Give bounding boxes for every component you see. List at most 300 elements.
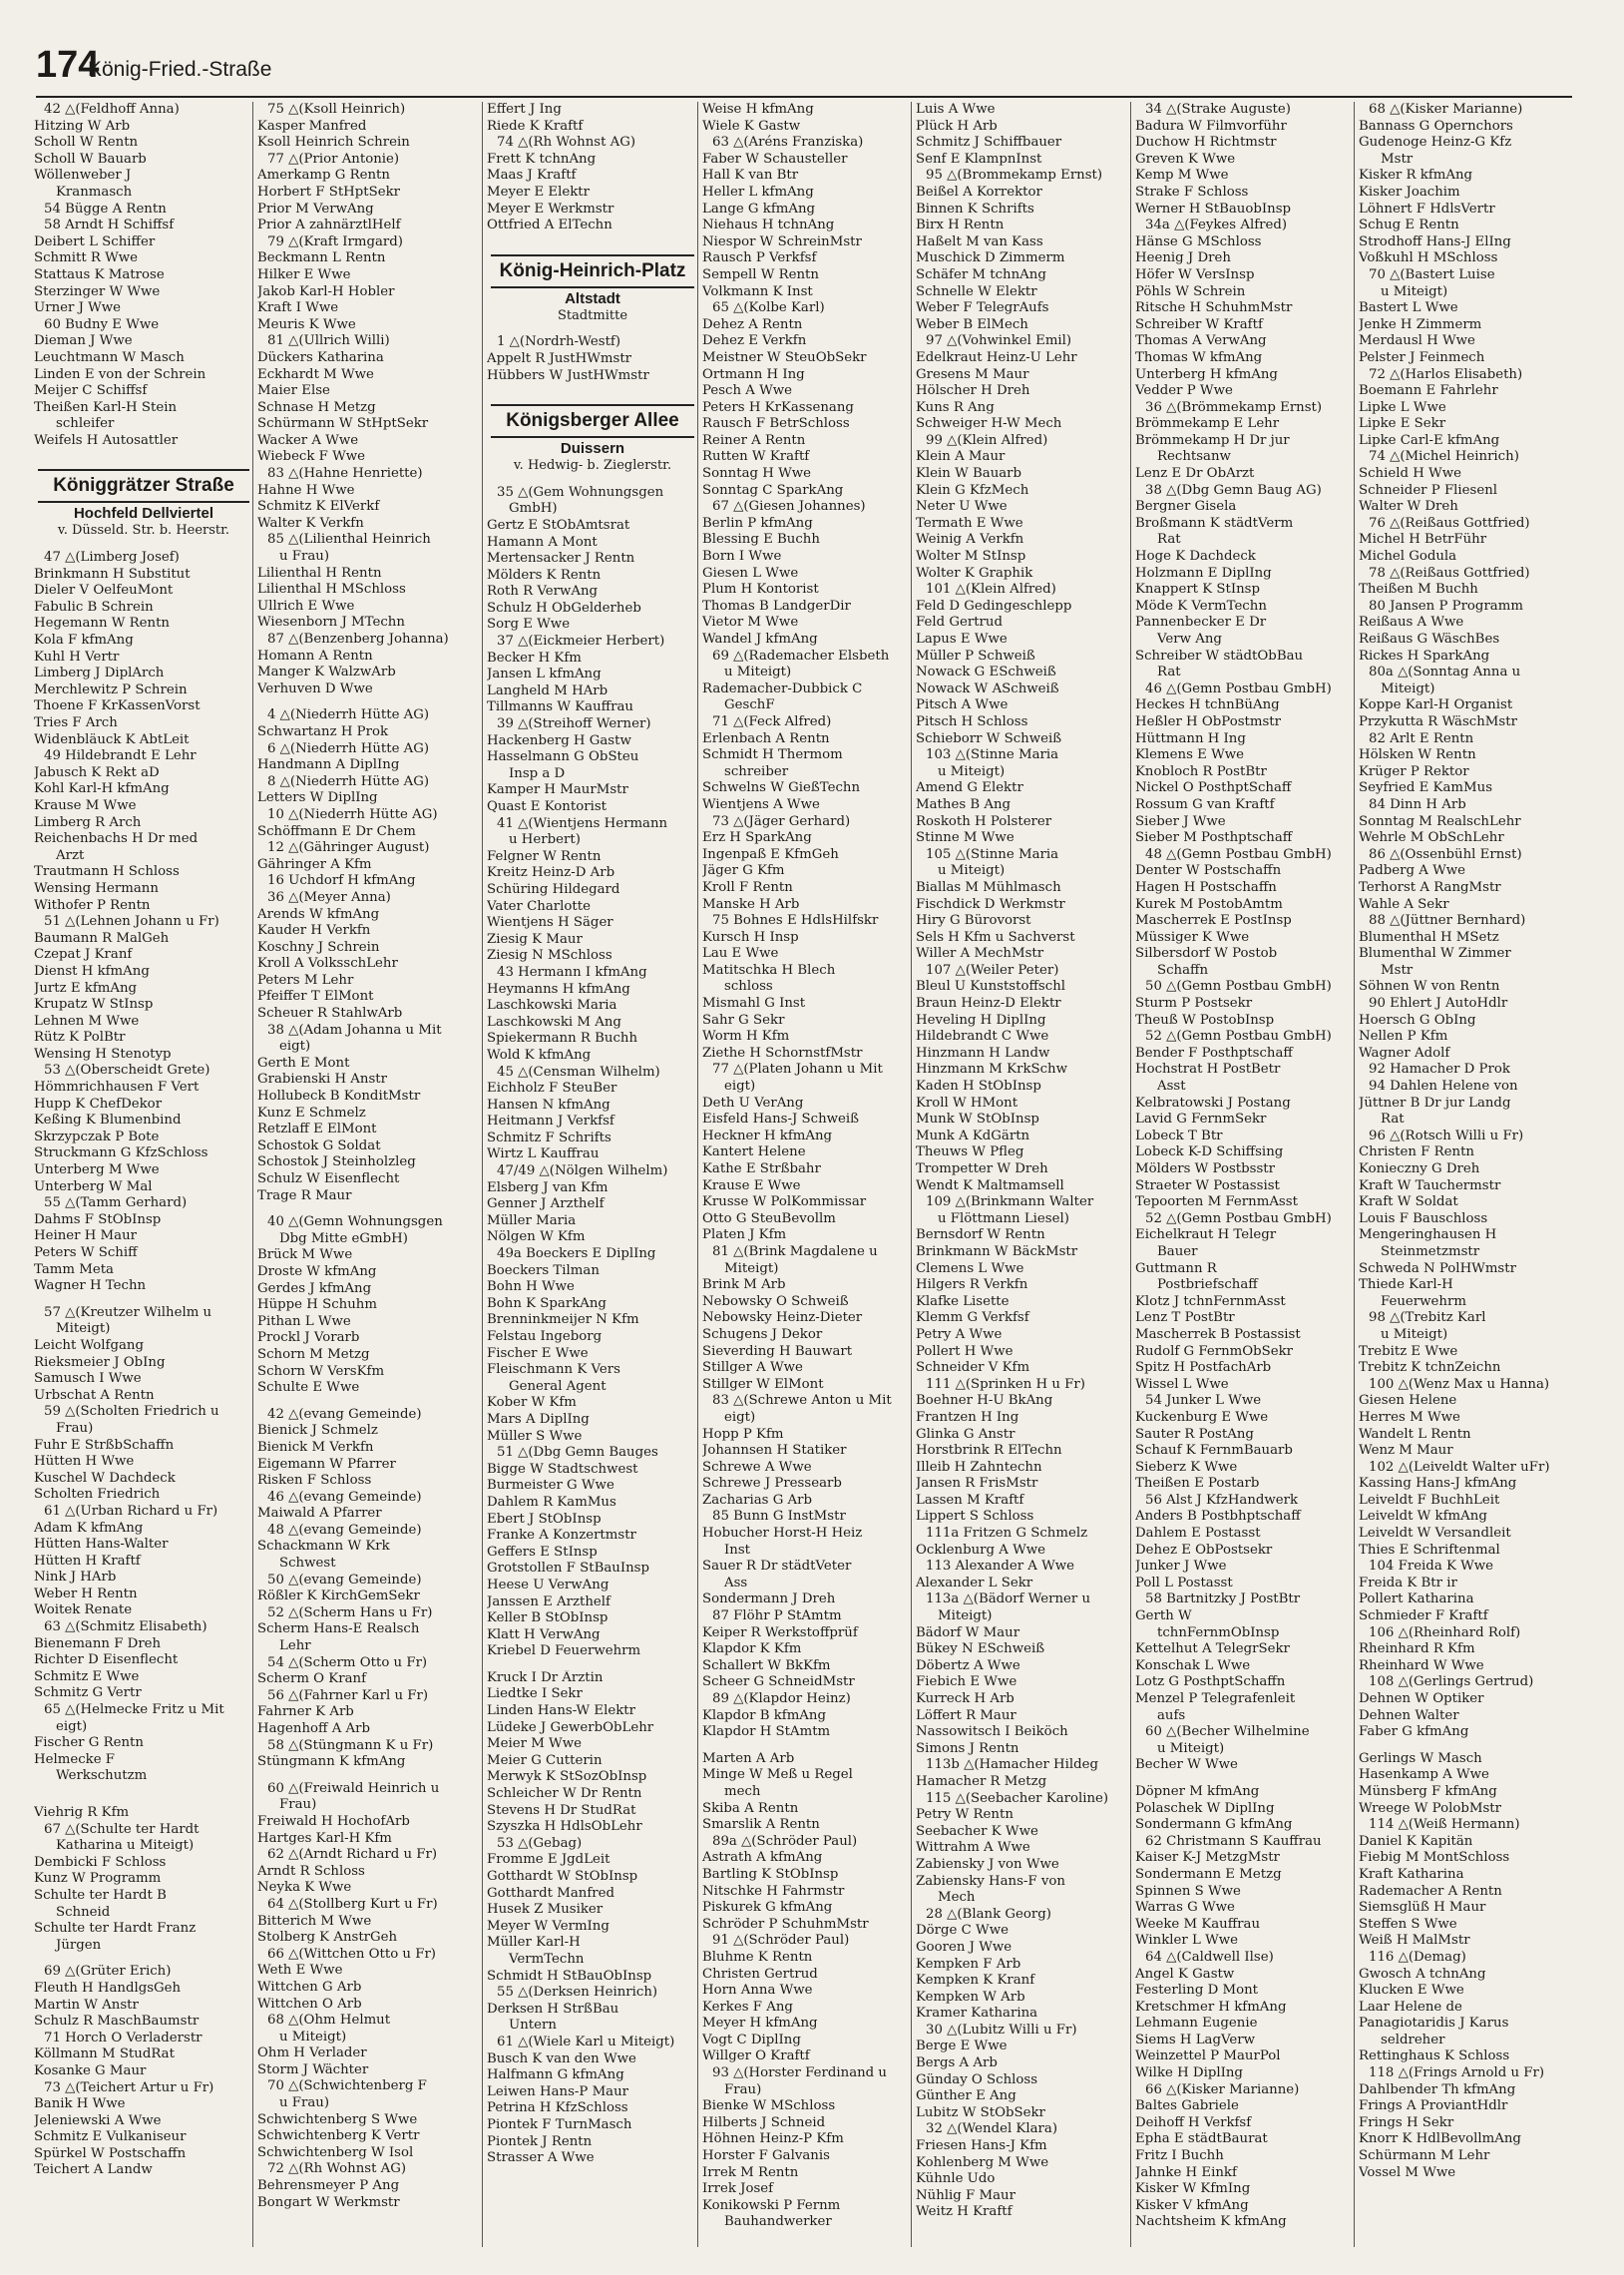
resident-entry: Bender F Posthptschaff <box>1135 1045 1293 1061</box>
resident-entry: Bigge W Stadtschwest <box>487 1461 638 1477</box>
house-entry: 74 △(Rh Wohnst AG) <box>497 135 636 151</box>
resident-entry: Bleul U Kunststoffschl <box>916 979 1066 995</box>
resident-entry: VermTechn <box>509 1951 585 1967</box>
resident-entry: Steinmetzmstr <box>1381 1243 1480 1259</box>
resident-entry: Reichenbachs H Dr med <box>34 831 199 847</box>
resident-entry: Manger K WalzwArb <box>257 665 396 681</box>
resident-entry: Wolter M StInsp <box>916 549 1026 565</box>
resident-entry: Schmidt H StBauObInsp <box>487 1968 652 1984</box>
resident-entry: Gerlings W Masch <box>1359 1750 1482 1766</box>
house-entry: 35 △(Gem Wohnungsgen <box>497 484 664 500</box>
resident-entry: Warras G Wwe <box>1135 1900 1235 1916</box>
resident-entry: eigt) <box>724 1079 756 1095</box>
house-entry: 1 △(Nordrh-Westf) <box>497 334 621 350</box>
directory-column <box>1359 102 1588 2257</box>
resident-entry: Wensing H Stenotyp <box>34 1046 172 1062</box>
resident-entry: u Miteigt) <box>724 665 792 681</box>
resident-entry: Kriebel D Feuerwehrm <box>487 1643 641 1659</box>
resident-entry: Mstr <box>1381 962 1414 978</box>
resident-entry: Seyfried E KamMus <box>1359 780 1493 796</box>
house-entry: 97 △(Vohwinkel Emil) <box>926 333 1072 349</box>
resident-entry: Matitschka H Blech <box>702 962 836 978</box>
resident-entry: Meier G Cutterin <box>487 1752 603 1768</box>
resident-entry: Gertz E StObAmtsrat <box>487 517 630 533</box>
resident-entry: Döbertz A Wwe <box>916 1657 1020 1673</box>
resident-entry: Nassowitsch I Beiköch <box>916 1724 1068 1740</box>
resident-entry: Haßelt M van Kass <box>916 233 1043 249</box>
resident-entry: Brink M Arb <box>702 1277 786 1293</box>
resident-entry: Verw Ang <box>1157 632 1222 647</box>
resident-entry: Lau E Wwe <box>702 946 779 962</box>
resident-entry: Bitterich M Wwe <box>257 1913 372 1929</box>
house-entry: 10 △(Niederrh Hütte AG) <box>267 806 438 822</box>
resident-entry: Heenig J Dreh <box>1135 250 1231 266</box>
resident-entry: Pfeiffer T ElMont <box>257 989 374 1005</box>
resident-entry: Hiry G Bürovorst <box>916 913 1031 929</box>
house-entry: 89a △(Schröder Paul) <box>712 1833 858 1849</box>
resident-entry: Hall K van Btr <box>702 168 799 184</box>
resident-entry: Scheer G SchneidMstr <box>702 1674 855 1690</box>
resident-entry: Wenz M Maur <box>1359 1443 1453 1459</box>
resident-entry: Wilke H DiplIng <box>1135 2065 1243 2081</box>
resident-entry: Klapdor K Kfm <box>702 1641 802 1657</box>
resident-entry: Halfmann G kfmAng <box>487 2067 624 2083</box>
resident-entry: Mascherrek E PostInsp <box>1135 913 1292 929</box>
resident-entry: Zabiensky Hans-F von <box>916 1873 1065 1889</box>
house-entry: 68 △(Ohm Helmut <box>267 2013 391 2029</box>
resident-entry: Wittrahm A Wwe <box>916 1840 1030 1856</box>
resident-entry: Fischer G Rentn <box>34 1735 144 1751</box>
resident-entry: Hopp P Kfm <box>702 1426 784 1442</box>
resident-entry: Ass <box>724 1575 748 1591</box>
house-entry: 51 △(Dbg Gemn Bauges <box>497 1445 658 1461</box>
resident-entry: Hütten H Kraftf <box>34 1553 141 1569</box>
resident-entry: Bergner Gisela <box>1135 499 1237 515</box>
resident-entry: Linden Hans-W Elektr <box>487 1703 635 1719</box>
resident-entry: Heiner H Maur <box>34 1228 138 1244</box>
resident-entry: Schnelle W Elektr <box>916 283 1037 299</box>
resident-entry: Brenninkmeijer N Kfm <box>487 1312 639 1328</box>
resident-entry: Müller Maria <box>487 1212 577 1228</box>
resident-entry: Baumann R MalGeh <box>34 930 170 946</box>
resident-entry: Rudolf G FernmObSekr <box>1135 1343 1294 1359</box>
resident-entry: Lüdeke J GewerbObLehr <box>487 1719 654 1735</box>
resident-entry: Panagiotaridis J Karus <box>1359 2016 1509 2032</box>
resident-entry: Boemann E Fahrlehr <box>1359 383 1498 399</box>
resident-entry: Hahne H Wwe <box>257 482 355 498</box>
resident-entry: Stillger A Wwe <box>702 1360 803 1376</box>
resident-entry: Wientjens H Säger <box>487 915 613 931</box>
resident-entry: Schauf K FernmBauarb <box>1135 1443 1293 1459</box>
house-entry: 89 △(Klapdor Heinz) <box>712 1691 851 1706</box>
resident-entry: Sieverding H Bauwart <box>702 1343 853 1359</box>
resident-entry: Urbschat A Rentn <box>34 1387 155 1403</box>
resident-entry: Willer A MechMstr <box>916 946 1044 962</box>
resident-entry: Czepat J Kranf <box>34 947 133 963</box>
resident-entry: eigt) <box>279 1039 311 1055</box>
house-entry: 73 △(Jäger Gerhard) <box>712 813 851 829</box>
resident-entry: Schmitt R Wwe <box>34 250 139 266</box>
resident-entry: Hupp K ChefDekor <box>34 1096 163 1112</box>
resident-entry: Minge W Meß u Regel <box>702 1767 853 1783</box>
resident-entry: Fleischmann K Vers <box>487 1362 620 1378</box>
resident-entry: Lubitz W StObSekr <box>916 2104 1045 2120</box>
resident-entry: Hoge K Dachdeck <box>1135 549 1256 565</box>
resident-entry: Schneid <box>56 1904 111 1920</box>
resident-entry: Knappert K StInsp <box>1135 582 1261 598</box>
house-entry: 46 △(evang Gemeinde) <box>267 1489 422 1505</box>
resident-entry: Kempken F Arb <box>916 1956 1021 1972</box>
house-entry: 100 △(Wenz Max u Hanna) <box>1369 1376 1550 1392</box>
resident-entry: Freida K Btr ir <box>1359 1575 1457 1591</box>
resident-entry: Kroll A VolksschLehr <box>257 956 398 972</box>
resident-entry: Kretschmer H kfmAng <box>1135 1999 1287 2015</box>
resident-entry: Bernsdorf W Rentn <box>916 1227 1045 1243</box>
resident-entry: Zabiensky J von Wwe <box>916 1856 1059 1872</box>
resident-entry: Weth E Wwe <box>257 1963 343 1979</box>
resident-entry: Friesen Hans-J Kfm <box>916 2138 1047 2154</box>
resident-entry: u Miteigt) <box>1381 283 1448 299</box>
resident-entry: Kunz E Schmelz <box>257 1105 366 1121</box>
resident-entry: Theißen M Buchh <box>1359 582 1478 598</box>
house-entry: 113b △(Hamacher Hildeg <box>926 1757 1099 1773</box>
resident-entry: Hamann A Mont <box>487 534 598 550</box>
resident-entry: Widenbläuck K AbtLeit <box>34 731 190 747</box>
resident-entry: Jüttner B Dr jur Landg <box>1359 1095 1511 1111</box>
resident-entry: Frantzen H Ing <box>916 1409 1019 1425</box>
resident-entry: Boehner H-U BkAng <box>916 1393 1053 1409</box>
resident-entry: Kursch H Insp <box>702 929 799 945</box>
resident-entry: Walter K Verkfn <box>257 515 364 531</box>
resident-entry: Peters W Schiff <box>34 1245 138 1260</box>
house-entry: 116 △(Demag) <box>1369 1949 1466 1965</box>
district-name: Hochfeld Dellviertel <box>73 505 214 523</box>
resident-entry: Astrath A kfmAng <box>702 1850 823 1866</box>
resident-entry: Ocklenburg A Wwe <box>916 1542 1046 1558</box>
house-entry: 75 △(Ksoll Heinrich) <box>267 102 406 117</box>
resident-entry: Thoene F KrKassenVorst <box>34 698 201 714</box>
resident-entry: Miteigt) <box>938 1608 993 1624</box>
house-entry: 111 △(Sprinken H u Fr) <box>926 1376 1085 1392</box>
column-divider <box>697 102 698 2247</box>
resident-entry: Giesen Helene <box>1359 1393 1457 1409</box>
resident-entry: Faber W Schausteller <box>702 151 848 167</box>
resident-entry: Leiveldt W Versandleit <box>1359 1526 1511 1542</box>
resident-entry: Löhnert F HdlsVertr <box>1359 201 1495 217</box>
resident-entry: Richter D Eisenflecht <box>34 1652 179 1668</box>
house-entry: 51 △(Lehnen Johann u Fr) <box>44 914 219 930</box>
resident-entry: Bükey N ESchweiß <box>916 1641 1045 1657</box>
resident-entry: Müller P Schweiß <box>916 648 1035 664</box>
resident-entry: Münsberg F kfmAng <box>1359 1783 1497 1799</box>
resident-entry: Mars A DiplIng <box>487 1411 590 1427</box>
resident-entry: Horbert F StHptSekr <box>257 184 401 200</box>
house-entry: 63 △(Schmitz Elisabeth) <box>44 1619 207 1635</box>
resident-entry: Schwichtenberg W Isol <box>257 2144 414 2160</box>
resident-entry: Polaschek W DiplIng <box>1135 1800 1275 1816</box>
house-entry: 12 △(Gähringer August) <box>267 840 430 856</box>
resident-entry: Leiveldt F BuchhLeit <box>1359 1492 1500 1508</box>
resident-entry: Sturm P Postsekr <box>1135 996 1253 1012</box>
resident-entry: Kuhl H Vertr <box>34 649 120 665</box>
house-entry: 118 △(Frings Arnold u Fr) <box>1369 2065 1545 2081</box>
resident-entry: Wold K kfmAng <box>487 1047 592 1063</box>
resident-entry: Vossel M Wwe <box>1359 2164 1456 2180</box>
resident-entry: Unterberg H kfmAng <box>1135 366 1278 382</box>
resident-entry: Hänse G MSchloss <box>1135 233 1262 249</box>
resident-entry: Daniel K Kapitän <box>1359 1833 1473 1849</box>
resident-entry: Muschick D Zimmerm <box>916 250 1065 266</box>
resident-entry: Hamacher R Metzg <box>916 1773 1047 1789</box>
house-entry: 99 △(Klein Alfred) <box>926 432 1048 448</box>
resident-entry: Hobucher Horst-H Heiz <box>702 1526 863 1542</box>
resident-entry: Anders B Postbhptschaff <box>1135 1509 1301 1525</box>
resident-entry: Klafke Lisette <box>916 1293 1010 1309</box>
resident-entry: Neter U Wwe <box>916 499 1008 515</box>
house-entry: 108 △(Gerlings Gertrud) <box>1369 1674 1534 1690</box>
house-entry: 66 △(Kisker Marianne) <box>1145 2081 1300 2097</box>
resident-entry: Piontek J Rentn <box>487 2133 593 2149</box>
house-entry: 91 △(Schröder Paul) <box>712 1933 850 1949</box>
resident-entry: Deihoff H Verkfsf <box>1135 2114 1252 2130</box>
resident-entry: u Flöttmann Liesel) <box>938 1210 1069 1226</box>
resident-entry: Rutten W Kraftf <box>702 449 810 465</box>
resident-entry: Sels H Kfm u Sachverst <box>916 929 1075 945</box>
resident-entry: Rheinhard W Wwe <box>1359 1657 1484 1673</box>
house-entry: 34a △(Feykes Alfred) <box>1145 218 1288 233</box>
resident-entry: General Agent <box>509 1378 607 1394</box>
house-entry: 96 △(Rotsch Willi u Fr) <box>1369 1128 1524 1143</box>
resident-entry: Maiwald A Pfarrer <box>257 1506 382 1522</box>
resident-entry: Klapdor B kfmAng <box>702 1707 826 1723</box>
resident-entry: Ebert J StObInsp <box>487 1511 602 1527</box>
resident-entry: Gähringer A Kfm <box>257 856 372 872</box>
resident-entry: Bienick M Verkfn <box>257 1439 374 1455</box>
resident-entry: Plum H Kontorist <box>702 582 819 598</box>
resident-entry: Eckhardt M Wwe <box>257 366 374 382</box>
resident-entry: Pöhls W Schrein <box>1135 283 1246 299</box>
resident-entry: Frau) <box>724 2081 762 2097</box>
resident-entry: Festerling D Mont <box>1135 1983 1258 1999</box>
resident-entry: Boeckers Tilman <box>487 1262 600 1278</box>
resident-entry: Limberg R Arch <box>34 814 142 830</box>
resident-entry: Hölsken W Rentn <box>1359 747 1476 763</box>
street-heading: König-Heinrich-Platz <box>491 254 694 288</box>
resident-entry: Pesch A Wwe <box>702 383 793 399</box>
resident-entry: Arzt <box>56 847 85 863</box>
resident-entry: Lehr <box>279 1638 311 1654</box>
resident-entry: Rademacher A Rentn <box>1359 1883 1502 1899</box>
resident-entry: Eichholz F SteuBer <box>487 1081 617 1097</box>
directory-column <box>257 102 483 2257</box>
resident-entry: Jahnke H Einkf <box>1135 2164 1237 2180</box>
resident-entry: Storm J Wächter <box>257 2061 369 2077</box>
resident-entry: Dahlbender Th kfmAng <box>1359 2081 1516 2097</box>
resident-entry: Dörge C Wwe <box>916 1923 1009 1939</box>
resident-entry: Schulz W Eisenflecht <box>257 1171 400 1186</box>
resident-entry: Jürgen <box>56 1937 102 1953</box>
resident-entry: Husek Z Musiker <box>487 1902 604 1918</box>
house-entry: 43 Hermann I kfmAng <box>497 964 647 980</box>
resident-entry: Leicht Wolfgang <box>34 1337 144 1353</box>
resident-entry: u Miteigt) <box>279 2029 347 2045</box>
resident-entry: Wagner H Techn <box>34 1278 147 1294</box>
house-entry: 52 △(Gemn Postbau GmbH) <box>1145 1029 1332 1045</box>
resident-entry: Untern <box>509 2018 557 2034</box>
resident-entry: Höhnen Heinz-P Kfm <box>702 2131 844 2147</box>
resident-entry: Bannass G Opernchors <box>1359 118 1513 134</box>
resident-entry: Appelt R JustHWmstr <box>487 350 632 366</box>
resident-entry: Nachtsheim K kfmAng <box>1135 2214 1287 2230</box>
resident-entry: Hinzmann H Landw <box>916 1045 1050 1061</box>
house-entry: 84 Dinn H Arb <box>1369 796 1466 812</box>
resident-entry: Leiveldt W kfmAng <box>1359 1509 1487 1525</box>
resident-entry: Rat <box>1157 665 1181 681</box>
resident-entry: Woitek Renate <box>34 1602 133 1618</box>
resident-entry: Silbersdorf W Postob <box>1135 946 1278 962</box>
house-entry: 78 △(Reißaus Gottfried) <box>1369 565 1530 581</box>
resident-entry: Blumenthal W Zimmer <box>1359 946 1511 962</box>
house-entry: 41 △(Wientjens Hermann <box>497 815 668 831</box>
resident-entry: u Miteigt) <box>938 763 1006 779</box>
street-heading: Königsberger Allee <box>491 404 694 438</box>
house-entry: 81 △(Ullrich Willi) <box>267 333 390 349</box>
house-entry: 47/49 △(Nölgen Wilhelm) <box>497 1163 668 1179</box>
resident-entry: Behrensmeyer P Ang <box>257 2178 400 2194</box>
resident-entry: Horster F Galvanis <box>702 2148 830 2164</box>
spacer <box>34 540 253 550</box>
house-entry: 75 Bohnes E HdlsHilfskr <box>712 913 879 929</box>
resident-entry: Niehaus H tchnAng <box>702 218 835 233</box>
resident-entry: Platen J Kfm <box>702 1227 787 1243</box>
resident-entry: Kamper H MaurMstr <box>487 782 628 798</box>
resident-entry: Gooren J Wwe <box>916 1939 1013 1955</box>
resident-entry: Frau) <box>56 1420 94 1436</box>
resident-entry: Kunz W Programm <box>34 1871 162 1887</box>
resident-entry: Kreitz Heinz-D Arb <box>487 865 615 881</box>
resident-entry: Szyszka H HdlsObLehr <box>487 1819 642 1835</box>
resident-entry: Günther E Ang <box>916 2088 1016 2104</box>
resident-entry: Frau) <box>279 1797 317 1813</box>
resident-entry: Rieksmeier J ObIng <box>34 1354 166 1370</box>
house-entry: 36 △(Meyer Anna) <box>267 889 391 905</box>
resident-entry: Thomas W kfmAng <box>1135 349 1263 365</box>
resident-entry: Schröder P SchuhmMstr <box>702 1916 869 1932</box>
house-entry: 103 △(Stinne Maria <box>926 747 1059 763</box>
resident-entry: Birx H Rentn <box>916 218 1005 233</box>
house-entry: 55 △(Tamm Gerhard) <box>44 1195 188 1211</box>
resident-entry: Riede K Kraftf <box>487 118 584 134</box>
resident-entry: Insp a D <box>509 765 566 781</box>
resident-entry: Schäfer M tchnAng <box>916 266 1046 282</box>
resident-entry: Heese U VerwAng <box>487 1577 609 1592</box>
resident-entry: Ingenpaß E KfmGeh <box>702 846 839 862</box>
resident-entry: Höfer W VersInsp <box>1135 266 1255 282</box>
resident-entry: Heitmann J Verkfsf <box>487 1114 614 1130</box>
resident-entry: Wolter K Graphik <box>916 565 1033 581</box>
resident-entry: Dienst H kfmAng <box>34 963 150 979</box>
resident-entry: Jenke H Zimmerm <box>1359 316 1482 332</box>
resident-entry: Ullrich E Wwe <box>257 598 355 614</box>
resident-entry: Edelkraut Heinz-U Lehr <box>916 349 1077 365</box>
resident-entry: Schnase H Metzg <box>257 399 376 415</box>
resident-entry: Padberg A Wwe <box>1359 863 1466 879</box>
resident-entry: Horstbrink R ElTechn <box>916 1443 1062 1459</box>
resident-entry: Tillmanns W Kauffrau <box>487 699 633 715</box>
resident-entry: Angel K Gastw <box>1135 1966 1235 1982</box>
resident-entry: Reiner A Rentn <box>702 432 806 448</box>
resident-entry: Walter W Dreh <box>1359 499 1458 515</box>
resident-entry: Schield H Wwe <box>1359 466 1461 482</box>
spacer <box>702 1741 912 1751</box>
resident-entry: Felstau Ingeborg <box>487 1329 603 1344</box>
resident-entry: Schüring Hildegard <box>487 881 620 897</box>
resident-entry: Lehmann Eugenie <box>1135 2016 1258 2032</box>
resident-entry: Blessing E Buchh <box>702 532 820 548</box>
resident-entry: Ottfried A ElTechn <box>487 218 612 233</box>
resident-entry: Schmitz E Wwe <box>34 1668 140 1684</box>
resident-entry: Bohn H Wwe <box>487 1279 575 1295</box>
resident-entry: Lobeck K-D Schiffsing <box>1135 1144 1284 1160</box>
resident-entry: Kathe E Strßbahr <box>702 1161 821 1176</box>
resident-entry: Klemens E Wwe <box>1135 747 1244 763</box>
resident-entry: Schmidt H Thermom <box>702 747 843 763</box>
spacer <box>257 697 483 707</box>
house-entry: 61 △(Urban Richard u Fr) <box>44 1503 218 1519</box>
house-entry: 114 △(Weiß Hermann) <box>1369 1817 1520 1833</box>
resident-entry: Vedder P Wwe <box>1135 383 1233 399</box>
resident-entry: Schaffn <box>1157 962 1209 978</box>
resident-entry: Nölgen W Kfm <box>487 1229 586 1245</box>
resident-entry: Bädorf W Maur <box>916 1624 1020 1640</box>
resident-entry: Fischdick D Werkmstr <box>916 896 1065 912</box>
resident-entry: Hegemann W Rentn <box>34 616 170 632</box>
house-entry: 56 △(Fahrner Karl u Fr) <box>267 1687 429 1703</box>
resident-entry: Hütten Hans-Walter <box>34 1537 169 1553</box>
resident-entry: Gerth W <box>1135 1608 1192 1624</box>
resident-entry: Schmitz E Vulkaniseur <box>34 2129 187 2145</box>
resident-entry: Wiele K Gastw <box>702 118 801 134</box>
house-entry: 74 △(Michel Heinrich) <box>1369 449 1519 465</box>
resident-entry: Dehez E ObPostsekr <box>1135 1542 1273 1558</box>
resident-entry: Fiebich E Wwe <box>916 1674 1017 1690</box>
house-entry: 53 △(Oberscheidt Grete) <box>44 1063 210 1079</box>
resident-entry: Janssen E Arzthelf <box>487 1593 610 1609</box>
resident-entry: Schneider V Kfm <box>916 1360 1030 1376</box>
resident-entry: Stolberg K AnstrGeh <box>257 1930 398 1946</box>
resident-entry: Kuckenburg E Wwe <box>1135 1409 1269 1425</box>
resident-entry: Steffen S Wwe <box>1359 1916 1457 1932</box>
resident-entry: Hilberts J Schneid <box>702 2114 826 2130</box>
resident-entry: Jabusch K Rekt aD <box>34 764 160 780</box>
resident-entry: Peters M Lehr <box>257 972 354 988</box>
resident-entry: Konschak L Wwe <box>1135 1657 1251 1673</box>
resident-entry: Wehrle M ObSchLehr <box>1359 830 1504 846</box>
resident-entry: Weinig A Verkfn <box>916 532 1024 548</box>
resident-entry: Prior M VerwAng <box>257 201 374 217</box>
resident-entry: Wreege W PolobMstr <box>1359 1800 1501 1816</box>
resident-entry: Faber G kfmAng <box>1359 1724 1469 1740</box>
resident-entry: Klatt H VerwAng <box>487 1626 601 1642</box>
resident-entry: Koppe Karl-H Organist <box>1359 697 1513 713</box>
resident-entry: Lehnen M Wwe <box>34 1013 140 1029</box>
resident-entry: Kurek M PostobAmtm <box>1135 896 1283 912</box>
resident-entry: Kruck I Dr Ärztin <box>487 1669 604 1685</box>
house-entry: 34 △(Strake Auguste) <box>1145 102 1291 117</box>
directory-column <box>702 102 912 2257</box>
resident-entry: Munk A KdGärtn <box>916 1128 1030 1143</box>
resident-entry: Holzmann E DiplIng <box>1135 565 1272 581</box>
